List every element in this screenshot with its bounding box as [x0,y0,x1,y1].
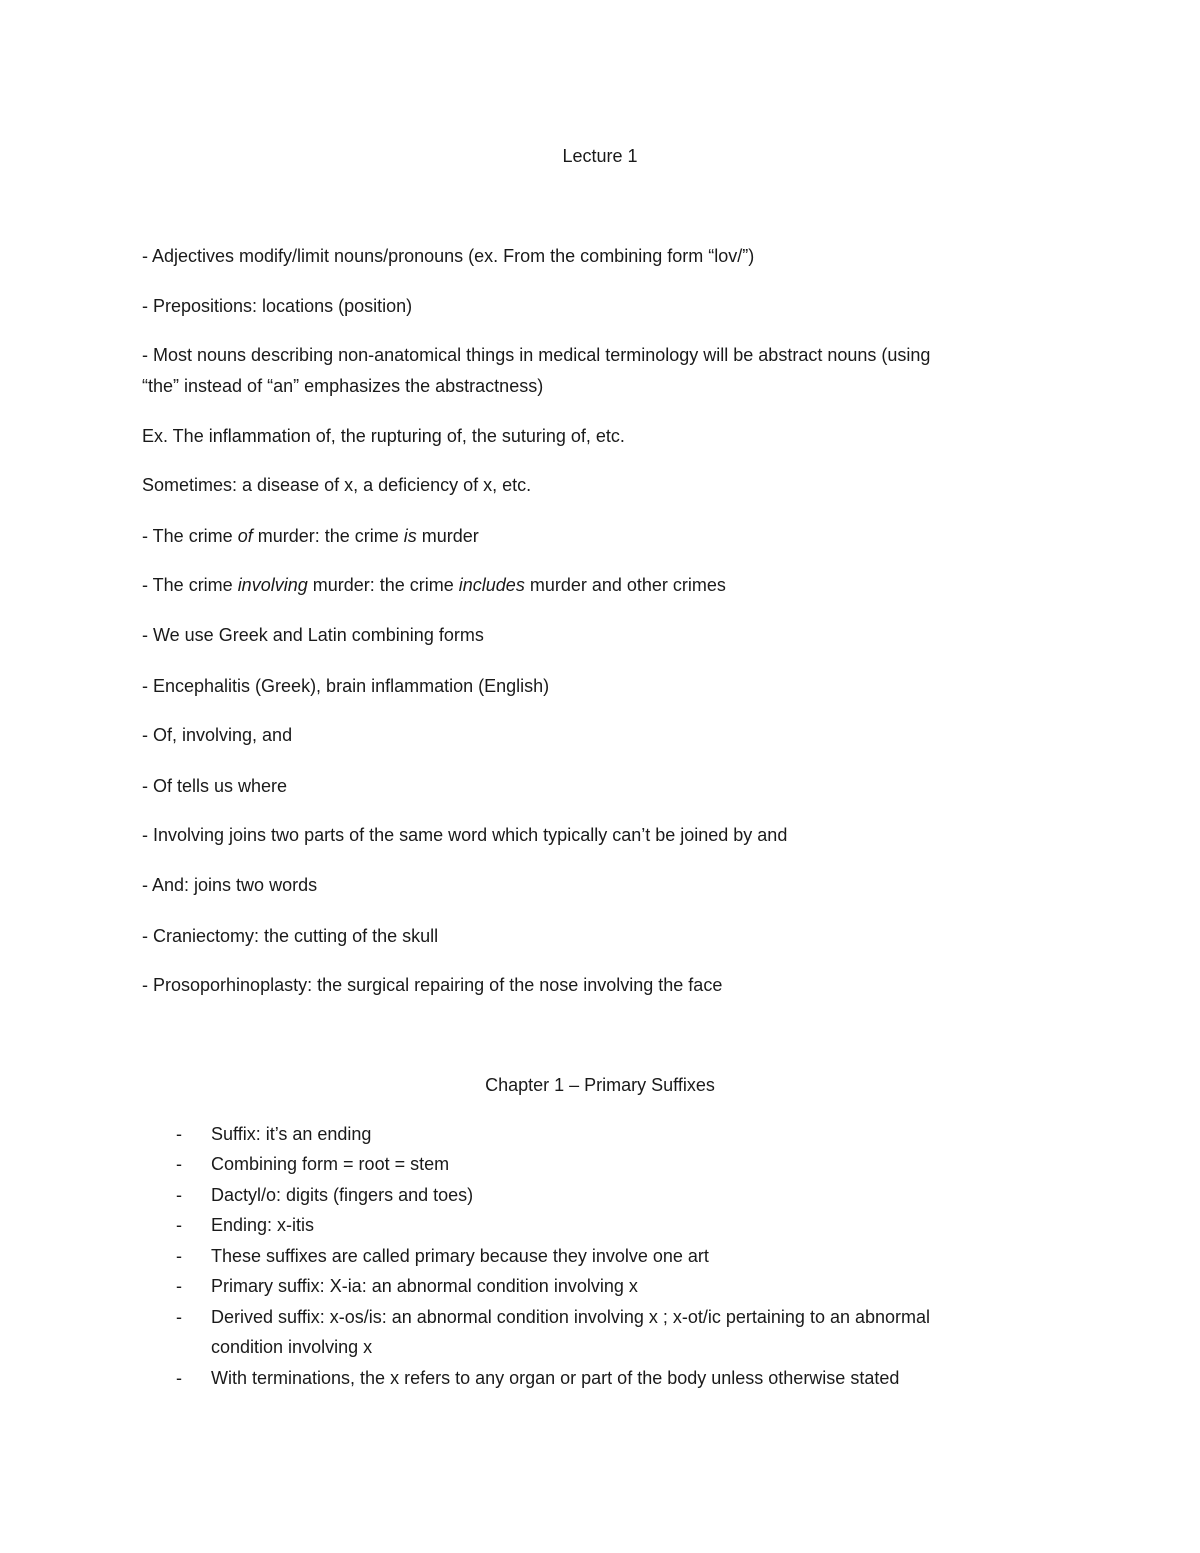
bullet-text: Combining form = root = stem [211,1154,450,1174]
bullet-dash: - [176,1185,182,1205]
crime-involving-part-d: includes [458,575,525,595]
bullet-dash: - [176,1246,182,1266]
note-crime-of [142,525,479,547]
note-sometimes: Sometimes: a disease of x, a deficiency of x, etc. [142,475,532,495]
bullet-text: Primary suffix: X-ia: an abnormal condition involving x [211,1276,638,1296]
bullet-dash: - [176,1215,182,1235]
note-abstract-nouns-cont: “the” instead of “an” emphasizes the abstractness) [142,376,544,396]
bullet-text: These suffixes are called primary because they involve one art [211,1246,709,1266]
note-of-where: - Of tells us where [142,776,288,796]
note-greek-latin: - We use Greek and Latin combining forms [142,625,484,645]
chapter-title: Chapter 1 – Primary Suffixes [485,1075,715,1095]
bullet-text: Derived suffix: x-os/is: an abnormal condition involving x ; x-ot/ic pertaining to an abnormal [211,1307,931,1327]
bullet-text: Ending: x-itis [211,1215,315,1235]
note-and-joins: - And: joins two words [142,875,318,895]
crime-involving-part-b: involving [237,575,308,595]
note-adjectives: - Adjectives modify/limit nouns/pronouns (ex. From the combining form “lov/”) [142,246,755,266]
bullet-dash: - [176,1154,182,1174]
crime-involving-part-e: murder and other crimes [524,575,726,595]
note-abstract-nouns: - Most nouns describing non-anatomical things in medical terminology will be abstract nouns (using [142,345,931,365]
note-of-involving-and: - Of, involving, and [142,725,293,745]
bullet-text: Dactyl/o: digits (fingers and toes) [211,1185,474,1205]
note-crime-involving [142,574,726,596]
bullet-dash: - [176,1276,182,1296]
bullet-dash: - [176,1368,182,1388]
bullet-text: Suffix: it’s an ending [211,1124,372,1144]
note-involving-joins: - Involving joins two parts of the same word which typically can’t be joined by and [142,825,788,845]
bullet-dash: - [176,1124,182,1144]
crime-of-part-d: is [403,526,417,546]
note-encephalitis: - Encephalitis (Greek), brain inflammation (English) [142,676,550,696]
crime-of-part-c: murder: the crime [252,526,404,546]
crime-of-part-b: of [237,526,253,546]
bullet-text-continuation: condition involving x [211,1337,373,1357]
bullet-dash: - [176,1307,182,1327]
note-example: Ex. The inflammation of, the rupturing of, the suturing of, etc. [142,426,625,446]
crime-of-part-a: - The crime [142,526,238,546]
note-prepositions: - Prepositions: locations (position) [142,296,413,316]
crime-involving-part-a: - The crime [142,575,238,595]
crime-involving-part-c: murder: the crime [307,575,459,595]
note-craniectomy: - Craniectomy: the cutting of the skull [142,926,439,946]
bullet-text: With terminations, the x refers to any organ or part of the body unless otherwise stated [211,1368,900,1388]
note-prosoporhinoplasty: - Prosoporhinoplasty: the surgical repairing of the nose involving the face [142,975,723,995]
lecture-title: Lecture 1 [562,146,638,166]
crime-of-part-e: murder [416,526,479,546]
